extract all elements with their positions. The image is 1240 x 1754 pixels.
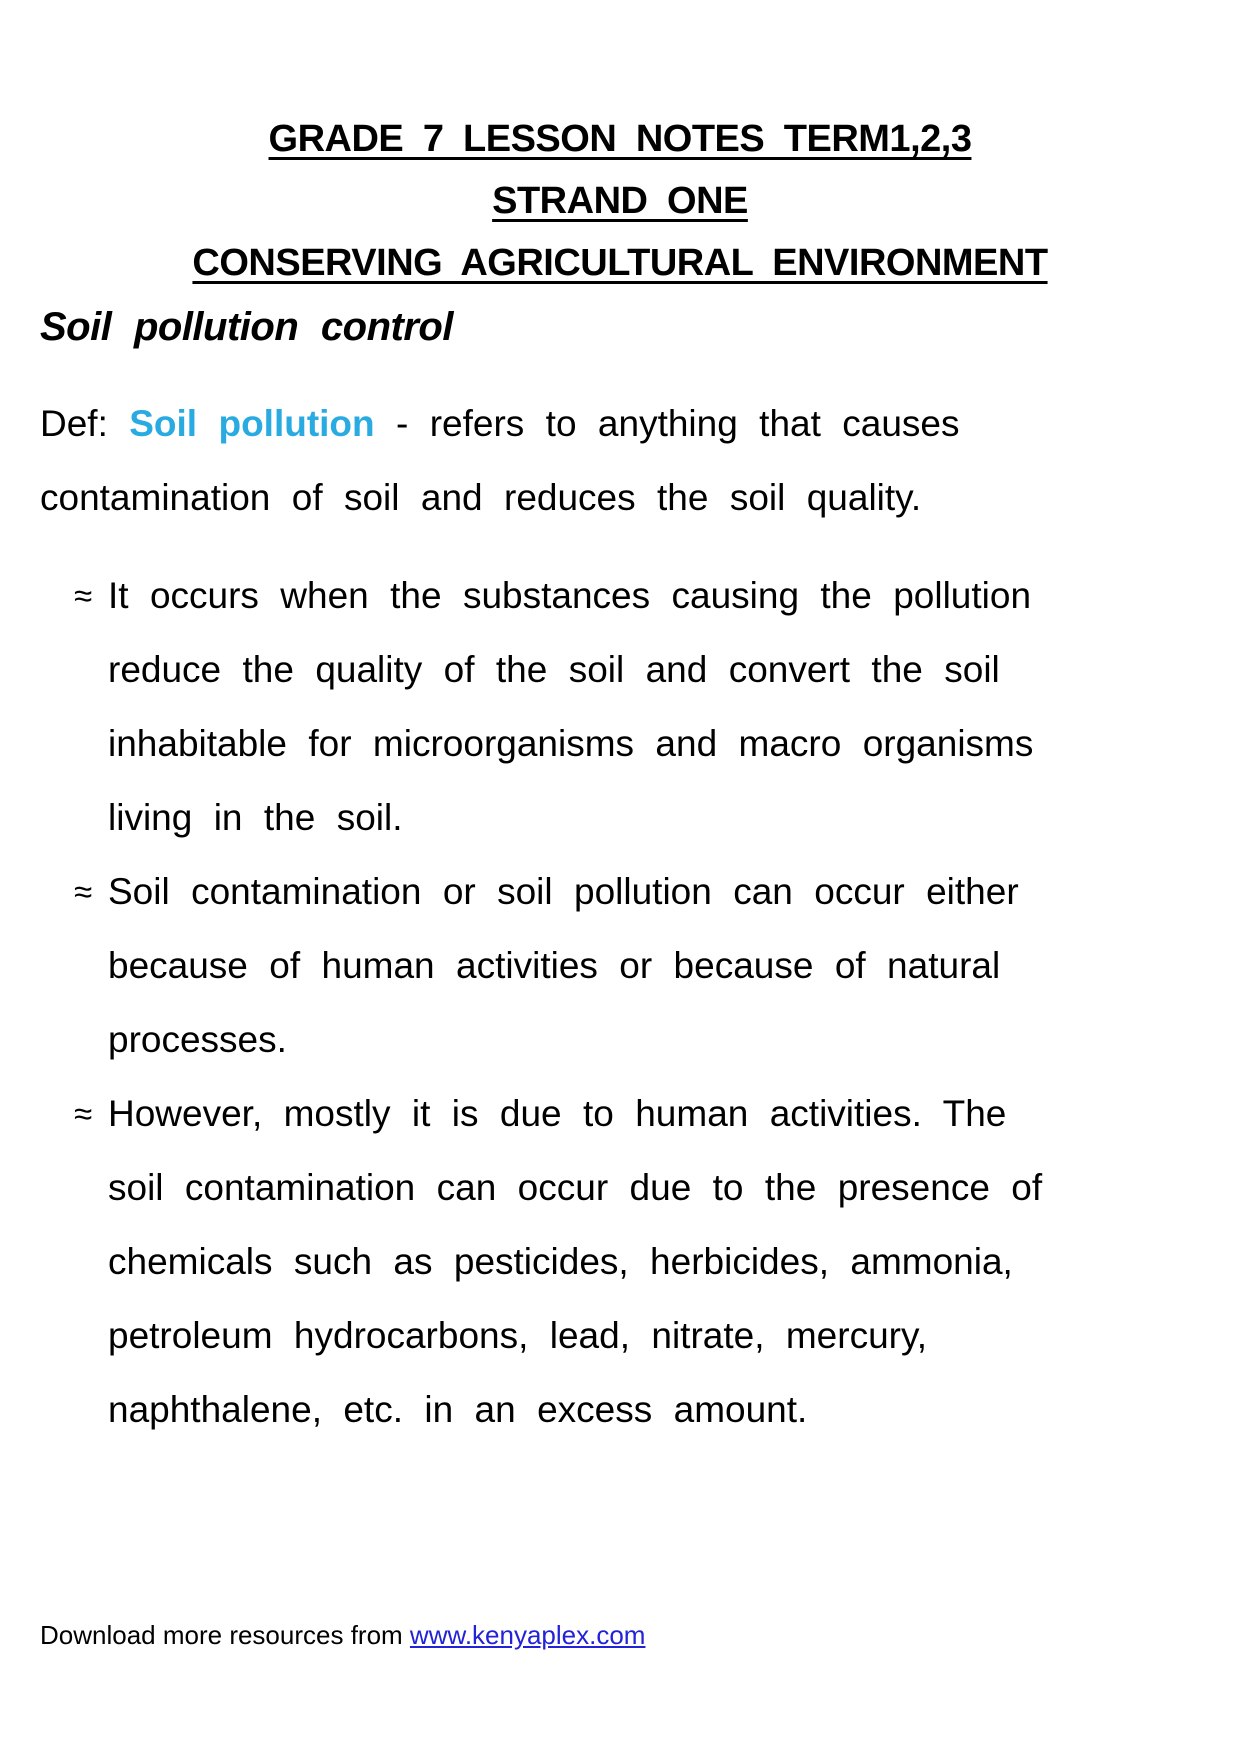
- strand-title: STRAND ONE: [492, 180, 748, 222]
- text-line: living in the soil.: [108, 797, 403, 838]
- body-content: [0, 387, 1240, 1447]
- text-line: Def: Soil pollution - refers to anything that causes: [40, 403, 960, 444]
- bullet-item: [40, 559, 1200, 855]
- bullet-marker: ≈: [74, 873, 93, 910]
- text-line: because of human activities or because of natural: [108, 945, 1001, 986]
- text-line: reduce the quality of the soil and convert the soil: [108, 649, 1000, 690]
- main-title: GRADE 7 LESSON NOTES TERM1,2,3: [268, 118, 972, 160]
- text-line: contamination of soil and reduces the soil quality.: [40, 477, 922, 518]
- bullet-marker: ≈: [74, 577, 93, 614]
- text-line: It occurs when the substances causing the pollution: [108, 575, 1032, 616]
- footer: [40, 1618, 645, 1652]
- document-header: [0, 0, 1240, 294]
- text-line: inhabitable for microorganisms and macro organisms: [108, 723, 1034, 764]
- text-line: processes.: [108, 1019, 287, 1060]
- text-line: chemicals such as pesticides, herbicides, ammonia,: [108, 1241, 1013, 1282]
- text-line: petroleum hydrocarbons, lead, nitrate, mercury,: [108, 1315, 928, 1356]
- footer-link[interactable]: www.kenyaplex.com: [409, 1620, 646, 1650]
- topic-title: CONSERVING AGRICULTURAL ENVIRONMENT: [192, 242, 1048, 284]
- footer-text: Download more resources from: [40, 1620, 410, 1650]
- highlighted-term: Soil pollution: [129, 403, 375, 444]
- paragraph: [40, 387, 1200, 535]
- text-line: Soil contamination or soil pollution can occur either: [108, 871, 1019, 912]
- text-line: naphthalene, etc. in an excess amount.: [108, 1389, 808, 1430]
- text-line: However, mostly it is due to human activities. The: [108, 1093, 1007, 1134]
- section-heading: Soil pollution control: [40, 305, 453, 349]
- bullet-marker: ≈: [74, 1095, 93, 1132]
- bullet-item: [40, 855, 1200, 1077]
- bullet-item: [40, 1077, 1200, 1447]
- text-line: soil contamination can occur due to the presence of: [108, 1167, 1043, 1208]
